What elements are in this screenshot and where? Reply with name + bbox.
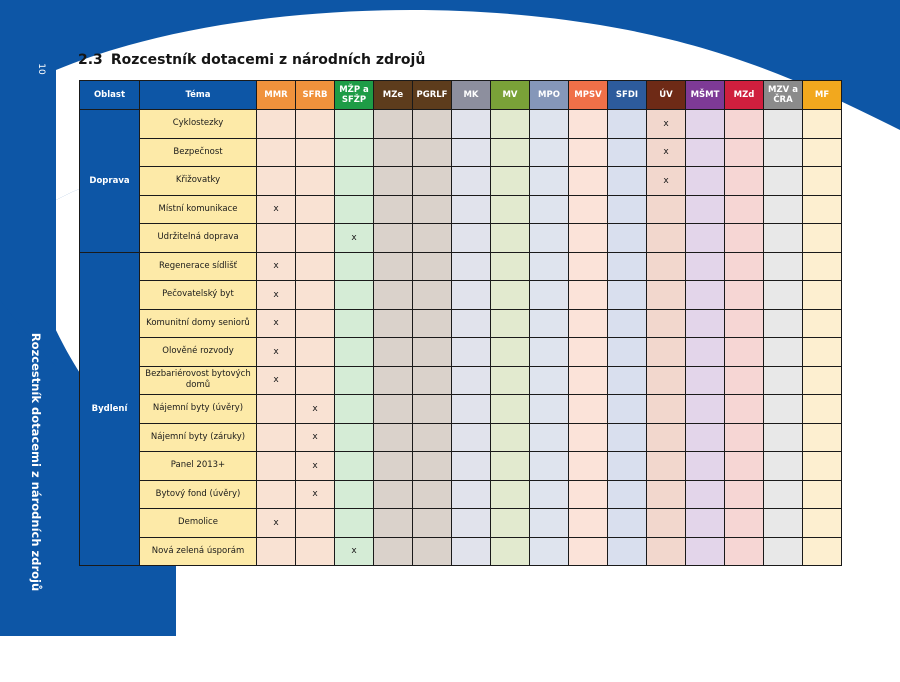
mark-cell — [608, 480, 647, 509]
mark-cell — [764, 452, 803, 481]
mark-cell — [725, 423, 764, 452]
mark-cell — [413, 138, 452, 167]
mark-cell — [413, 195, 452, 224]
mark-cell — [413, 110, 452, 139]
mark-cell — [374, 138, 413, 167]
mark-cell — [803, 423, 842, 452]
table-row — [80, 138, 842, 167]
mark-cell — [647, 309, 686, 338]
mark-cell — [530, 366, 569, 395]
mark-cell: x — [257, 366, 296, 395]
mark-cell — [374, 509, 413, 538]
mark-cell — [569, 252, 608, 281]
mark-cell — [647, 537, 686, 566]
mark-cell — [725, 338, 764, 367]
mark-cell — [764, 195, 803, 224]
mark-cell — [335, 509, 374, 538]
mark-cell — [608, 338, 647, 367]
mark-cell — [374, 452, 413, 481]
mark-cell — [335, 195, 374, 224]
mark-cell — [764, 110, 803, 139]
mark-cell — [569, 195, 608, 224]
mark-cell — [452, 423, 491, 452]
mark-cell — [764, 252, 803, 281]
mark-cell — [374, 395, 413, 424]
mark-cell — [686, 138, 725, 167]
mark-cell — [335, 338, 374, 367]
mark-cell — [374, 366, 413, 395]
mark-cell: x — [647, 167, 686, 196]
mark-cell — [803, 252, 842, 281]
mark-cell — [803, 167, 842, 196]
mark-cell — [335, 395, 374, 424]
mark-cell — [608, 423, 647, 452]
topic-cell: Křižovatky — [140, 167, 257, 196]
mark-cell — [725, 224, 764, 253]
mark-cell: x — [647, 110, 686, 139]
mark-cell — [569, 167, 608, 196]
topic-cell: Olověné rozvody — [140, 338, 257, 367]
mark-cell — [686, 366, 725, 395]
mark-cell — [647, 338, 686, 367]
mark-cell — [647, 366, 686, 395]
mark-cell — [491, 167, 530, 196]
table-row — [80, 195, 842, 224]
topic-cell: Regenerace sídlišť — [140, 252, 257, 281]
header-col-13: MZV a ČRA — [764, 81, 803, 110]
header-col-8: MPSV — [569, 81, 608, 110]
mark-cell — [374, 281, 413, 310]
mark-cell — [491, 252, 530, 281]
mark-cell — [608, 110, 647, 139]
mark-cell — [686, 338, 725, 367]
table-row — [80, 480, 842, 509]
mark-cell — [686, 452, 725, 481]
mark-cell — [608, 167, 647, 196]
mark-cell — [530, 452, 569, 481]
topic-cell: Komunitní domy seniorů — [140, 309, 257, 338]
topic-cell: Pečovatelský byt — [140, 281, 257, 310]
mark-cell — [608, 537, 647, 566]
header-col-7: MPO — [530, 81, 569, 110]
mark-cell — [764, 509, 803, 538]
mark-cell — [491, 338, 530, 367]
mark-cell — [725, 110, 764, 139]
mark-cell — [569, 281, 608, 310]
mark-cell — [413, 338, 452, 367]
mark-cell — [413, 423, 452, 452]
mark-cell — [725, 452, 764, 481]
mark-cell — [725, 395, 764, 424]
mark-cell — [296, 338, 335, 367]
table-row — [80, 366, 842, 395]
mark-cell — [725, 281, 764, 310]
mark-cell — [452, 452, 491, 481]
mark-cell — [803, 480, 842, 509]
mark-cell — [335, 110, 374, 139]
mark-cell — [764, 395, 803, 424]
mark-cell — [725, 537, 764, 566]
mark-cell — [608, 138, 647, 167]
header-oblast: Oblast — [80, 81, 140, 110]
mark-cell — [257, 480, 296, 509]
mark-cell — [335, 281, 374, 310]
table-row — [80, 252, 842, 281]
mark-cell — [725, 167, 764, 196]
mark-cell — [608, 195, 647, 224]
mark-cell — [608, 281, 647, 310]
mark-cell — [452, 281, 491, 310]
mark-cell — [530, 338, 569, 367]
mark-cell — [530, 224, 569, 253]
mark-cell — [647, 395, 686, 424]
mark-cell — [257, 167, 296, 196]
mark-cell — [530, 395, 569, 424]
mark-cell — [413, 281, 452, 310]
mark-cell — [686, 423, 725, 452]
mark-cell — [647, 252, 686, 281]
mark-cell — [803, 309, 842, 338]
mark-cell — [764, 338, 803, 367]
mark-cell — [608, 224, 647, 253]
mark-cell — [608, 366, 647, 395]
mark-cell — [296, 224, 335, 253]
mark-cell — [530, 281, 569, 310]
topic-cell: Bezpečnost — [140, 138, 257, 167]
mark-cell — [647, 480, 686, 509]
mark-cell — [803, 110, 842, 139]
table-row — [80, 281, 842, 310]
mark-cell — [764, 309, 803, 338]
mark-cell — [686, 281, 725, 310]
mark-cell — [452, 537, 491, 566]
mark-cell — [374, 110, 413, 139]
mark-cell — [725, 138, 764, 167]
mark-cell — [530, 509, 569, 538]
mark-cell — [530, 309, 569, 338]
mark-cell — [296, 309, 335, 338]
mark-cell — [413, 167, 452, 196]
mark-cell — [257, 224, 296, 253]
mark-cell: x — [257, 281, 296, 310]
mark-cell — [686, 480, 725, 509]
mark-cell — [764, 423, 803, 452]
header-col-3: MZe — [374, 81, 413, 110]
topic-cell: Bezbariérovost bytových domů — [140, 366, 257, 395]
mark-cell — [296, 366, 335, 395]
mark-cell — [803, 452, 842, 481]
mark-cell — [686, 537, 725, 566]
mark-cell — [296, 110, 335, 139]
mark-cell — [491, 138, 530, 167]
mark-cell — [296, 281, 335, 310]
mark-cell — [530, 110, 569, 139]
mark-cell — [764, 366, 803, 395]
mark-cell: x — [335, 537, 374, 566]
mark-cell — [608, 395, 647, 424]
table-row — [80, 224, 842, 253]
mark-cell — [569, 452, 608, 481]
mark-cell — [491, 110, 530, 139]
mark-cell — [569, 395, 608, 424]
mark-cell — [764, 167, 803, 196]
mark-cell — [725, 195, 764, 224]
mark-cell — [491, 195, 530, 224]
mark-cell — [647, 423, 686, 452]
mark-cell — [725, 366, 764, 395]
mark-cell — [452, 195, 491, 224]
mark-cell — [530, 423, 569, 452]
mark-cell — [608, 309, 647, 338]
mark-cell — [452, 138, 491, 167]
mark-cell — [803, 537, 842, 566]
table-row — [80, 452, 842, 481]
mark-cell — [491, 537, 530, 566]
mark-cell — [257, 138, 296, 167]
mark-cell — [257, 423, 296, 452]
topic-cell: Nová zelená úsporám — [140, 537, 257, 566]
mark-cell — [530, 252, 569, 281]
mark-cell — [452, 252, 491, 281]
mark-cell — [296, 537, 335, 566]
mark-cell — [335, 309, 374, 338]
mark-cell — [413, 224, 452, 253]
topic-cell: Nájemní byty (záruky) — [140, 423, 257, 452]
table-row — [80, 537, 842, 566]
mark-cell — [413, 509, 452, 538]
mark-cell: x — [257, 338, 296, 367]
mark-cell — [569, 224, 608, 253]
header-col-11: MŠMT — [686, 81, 725, 110]
header-row — [80, 81, 842, 110]
mark-cell — [374, 167, 413, 196]
table-row — [80, 423, 842, 452]
mark-cell — [803, 395, 842, 424]
mark-cell — [803, 224, 842, 253]
table-body — [80, 110, 842, 566]
mark-cell — [686, 224, 725, 253]
sidebar-chapter-label: Rozcestník dotacemi z národních zdrojů — [29, 332, 43, 592]
mark-cell — [335, 167, 374, 196]
mark-cell — [257, 452, 296, 481]
mark-cell — [335, 366, 374, 395]
mark-cell — [413, 537, 452, 566]
mark-cell — [452, 509, 491, 538]
mark-cell: x — [335, 224, 374, 253]
mark-cell — [491, 509, 530, 538]
mark-cell — [530, 167, 569, 196]
header-tema: Téma — [140, 81, 257, 110]
mark-cell — [452, 167, 491, 196]
mark-cell — [374, 537, 413, 566]
mark-cell — [725, 509, 764, 538]
table-row — [80, 338, 842, 367]
mark-cell: x — [296, 480, 335, 509]
mark-cell — [569, 537, 608, 566]
mark-cell — [491, 395, 530, 424]
mark-cell — [413, 452, 452, 481]
mark-cell — [335, 480, 374, 509]
header-col-0: MMR — [257, 81, 296, 110]
mark-cell — [491, 423, 530, 452]
mark-cell — [803, 338, 842, 367]
mark-cell — [569, 138, 608, 167]
topic-cell: Panel 2013+ — [140, 452, 257, 481]
mark-cell — [296, 167, 335, 196]
mark-cell — [452, 395, 491, 424]
mark-cell — [647, 281, 686, 310]
mark-cell — [296, 195, 335, 224]
mark-cell — [803, 366, 842, 395]
header-col-9: SFDI — [608, 81, 647, 110]
mark-cell — [764, 281, 803, 310]
mark-cell — [569, 366, 608, 395]
mark-cell — [374, 480, 413, 509]
mark-cell — [647, 195, 686, 224]
mark-cell — [452, 309, 491, 338]
mark-cell — [569, 480, 608, 509]
topic-cell: Bytový fond (úvěry) — [140, 480, 257, 509]
mark-cell — [413, 252, 452, 281]
topic-cell: Cyklostezky — [140, 110, 257, 139]
mark-cell — [296, 509, 335, 538]
page-number: 10 — [36, 63, 46, 75]
mark-cell — [296, 138, 335, 167]
mark-cell — [374, 338, 413, 367]
header-col-10: ÚV — [647, 81, 686, 110]
mark-cell: x — [296, 395, 335, 424]
mark-cell: x — [296, 423, 335, 452]
table-row — [80, 509, 842, 538]
header-col-6: MV — [491, 81, 530, 110]
header-col-1: SFRB — [296, 81, 335, 110]
mark-cell — [491, 309, 530, 338]
mark-cell — [686, 195, 725, 224]
mark-cell — [686, 252, 725, 281]
mark-cell — [413, 366, 452, 395]
mark-cell — [608, 452, 647, 481]
header-col-12: MZd — [725, 81, 764, 110]
mark-cell — [764, 480, 803, 509]
mark-cell — [647, 509, 686, 538]
mark-cell — [764, 224, 803, 253]
mark-cell — [491, 452, 530, 481]
mark-cell: x — [257, 252, 296, 281]
mark-cell — [452, 110, 491, 139]
mark-cell — [491, 480, 530, 509]
mark-cell — [530, 537, 569, 566]
mark-cell — [608, 509, 647, 538]
mark-cell — [569, 338, 608, 367]
mark-cell — [647, 224, 686, 253]
mark-cell — [803, 138, 842, 167]
mark-cell — [569, 110, 608, 139]
mark-cell — [491, 224, 530, 253]
mark-cell: x — [257, 195, 296, 224]
section-title — [78, 52, 425, 68]
mark-cell — [725, 252, 764, 281]
mark-cell — [803, 281, 842, 310]
mark-cell — [647, 452, 686, 481]
mark-cell — [452, 224, 491, 253]
mark-cell — [374, 195, 413, 224]
mark-cell — [530, 195, 569, 224]
mark-cell — [569, 509, 608, 538]
table-row — [80, 110, 842, 139]
mark-cell — [413, 309, 452, 338]
header-col-2: MŽP a SFŽP — [335, 81, 374, 110]
mark-cell — [335, 252, 374, 281]
mark-cell — [686, 167, 725, 196]
mark-cell — [257, 537, 296, 566]
header-col-14: MF — [803, 81, 842, 110]
topic-cell: Udržitelná doprava — [140, 224, 257, 253]
mark-cell — [686, 309, 725, 338]
mark-cell — [335, 138, 374, 167]
header-col-4: PGRLF — [413, 81, 452, 110]
grants-matrix-table — [79, 80, 842, 566]
table-row — [80, 309, 842, 338]
mark-cell — [569, 423, 608, 452]
mark-cell — [374, 224, 413, 253]
mark-cell — [452, 366, 491, 395]
table-row — [80, 395, 842, 424]
mark-cell — [257, 110, 296, 139]
mark-cell — [608, 252, 647, 281]
mark-cell — [374, 252, 413, 281]
mark-cell — [413, 480, 452, 509]
mark-cell: x — [257, 309, 296, 338]
mark-cell — [374, 423, 413, 452]
mark-cell — [686, 509, 725, 538]
mark-cell — [257, 395, 296, 424]
topic-cell: Místní komunikace — [140, 195, 257, 224]
section-number: 2.3 — [78, 52, 103, 68]
mark-cell — [764, 138, 803, 167]
mark-cell: x — [257, 509, 296, 538]
mark-cell — [413, 395, 452, 424]
mark-cell — [530, 480, 569, 509]
mark-cell — [452, 480, 491, 509]
section-title-text: Rozcestník dotacemi z národních zdrojů — [110, 52, 426, 68]
mark-cell — [686, 395, 725, 424]
mark-cell — [764, 537, 803, 566]
mark-cell — [491, 281, 530, 310]
mark-cell — [569, 309, 608, 338]
mark-cell — [725, 480, 764, 509]
mark-cell — [296, 252, 335, 281]
header-col-5: MK — [452, 81, 491, 110]
mark-cell: x — [296, 452, 335, 481]
mark-cell: x — [647, 138, 686, 167]
topic-cell: Nájemní byty (úvěry) — [140, 395, 257, 424]
mark-cell — [452, 338, 491, 367]
mark-cell — [335, 452, 374, 481]
mark-cell — [530, 138, 569, 167]
mark-cell — [803, 195, 842, 224]
mark-cell — [335, 423, 374, 452]
mark-cell — [725, 309, 764, 338]
mark-cell — [491, 366, 530, 395]
mark-cell — [374, 309, 413, 338]
topic-cell: Demolice — [140, 509, 257, 538]
mark-cell — [686, 110, 725, 139]
group-label: Bydlení — [80, 252, 140, 566]
mark-cell — [803, 509, 842, 538]
group-label: Doprava — [80, 110, 140, 253]
table-row — [80, 167, 842, 196]
